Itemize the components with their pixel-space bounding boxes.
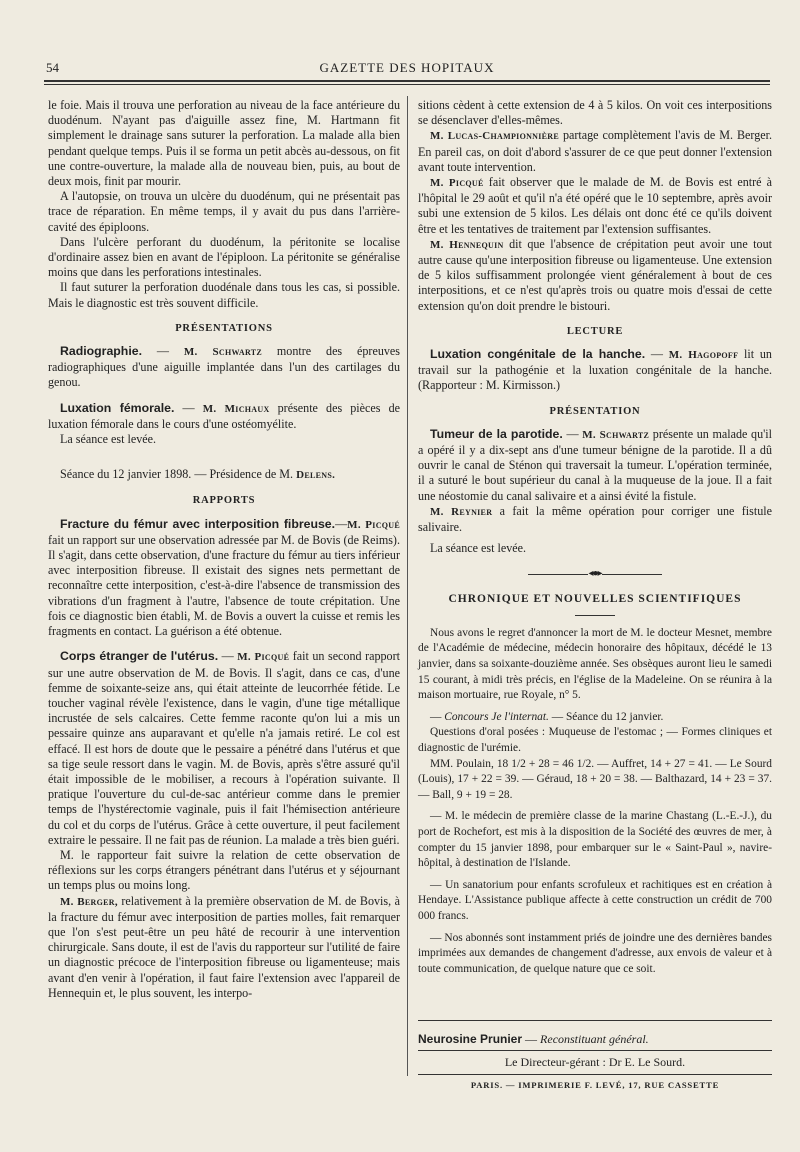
paragraph-picque (418, 175, 772, 237)
chronique-block (418, 626, 772, 977)
paragraph: Dans l'ulcère perforant du duodénum, la péritonite se localise d'ordinaire assez bien en avant de l'épiploon. La péritonite se généralise moins que dans les perforations intestinales. (48, 234, 400, 280)
page-number: 54 (46, 60, 59, 75)
paragraph-luxation-femorale: Luxation fémorale. — M. Michaux présente des pièces de luxation fémorale dans le cours d'une ostéomyélite. (48, 400, 401, 431)
lead-title: Fracture du fémur avec interposition fibreuse. (60, 516, 336, 531)
paragraph: Il faut suturer la perforation duodénale dans tous les cas, si possible. Mais le diagnostic est très souvent difficile. (48, 280, 400, 310)
paragraph: Nous avons le regret d'annoncer la mort de M. le docteur Mesnet, membre de l'Académie de médecine, médecin honoraire des hôpitaux, décédé le 13 janvier, dans sa soixante-douzième année. Ses obsèques auront lieu le samedi 15 courant, à midi très précis, en l'église de la Madeleine. On se réunira à la maison mortuaire, rue Royale, n° 5. (418, 626, 772, 702)
seance-date: Séance du 12 janvier 1898. — Présidence de M. (60, 467, 297, 482)
speaker-name: M. Hagopoff (668, 349, 739, 362)
paragraph: sitions cèdent à cette extension de 4 à 5 kilos. On voit ces interpositions se désenclaver d'elles-mêmes. (418, 98, 772, 128)
page-title: GAZETTE DES HOPITAUX (319, 60, 495, 75)
paragraph-fracture-femur: Fracture du fémur avec interposition fibreuse.—M. Picqué fait un rapport sur une observation adressée par M. de Bovis (de Reims). Il s'agit, dans cette observation, d'une fracture du fémur au tiers inférieur avec interposition fibreuse. Il existait des signes nets permettant de reconnaître cette interposition, c'est-à-dire l'absence de transmission des vibrations d'un fragment à l'autre, l'absence de toute crépitation. Une fois ce diagnostic bien établi, M. de Bovis a ouvert la cuisse et remis les fragments en contact. La guérison a été obtenue. (48, 516, 401, 639)
seance-levee: La séance est levée. (60, 432, 157, 447)
concours-title: Concours Je l'internat. (444, 710, 549, 723)
speaker-name: M. Picqué (430, 177, 484, 190)
paragraph: le foie. Mais il trouva une perforation au niveau de la face antérieure du duodénum. N'ayant pas d'aiguille assez fine, M. Hartmann fit simplement le drainage sans suturer la perforation. La malade alla bien pendant quelque temps. Puis il se forma un petit abcès au-dessous, on fit une contre-ouverture, la malade alla de nouveau bien, puis, au bout de deux mois, finit par mourir. (48, 98, 400, 189)
paragraph: A l'autopsie, on trouva un ulcère du duodénum, qui ne présentait pas trace de réparation. En même temps, il y avait du pus dans l'arrière-cavité des épiploons. (48, 189, 400, 234)
speaker-name: M. Hennequin (430, 238, 504, 251)
paragraph-tumeur-parotide: Tumeur de la parotide. — M. Schwartz présente un malade qu'il a opéré il y a dix-sept ans d'une tumeur bénigne de la parotide. Il a dû ouvrir le canal de Sténon qui traversait la tumeur. L'opération terminée, il a suturé le bout supérieur du canal à la muqueuse de la joue. Il a fait une néostomie du canal salivaire et a ainsi évité la fistule. (418, 426, 773, 503)
paragraph: — Nos abonnés sont instamment priés de joindre une des dernières bandes imprimées aux demandes de changement d'adresse, aux envois de valeur et à toute communication, de quelque nature que ce soit. (418, 931, 772, 975)
speaker-name: M. Reynier (430, 505, 493, 518)
speaker-name: M. Schwartz (183, 346, 263, 359)
paragraph-text: lit un travail sur la pathogénie et la luxation congénitale de la hanche. (Rapporteur : M. Kirmisson.) (418, 347, 772, 393)
paragraph: — Un sanatorium pour enfants scrofuleux et rachitiques est en création à Hendaye. L'Assistance publique affecte à cette construction un crédit de 700 000 francs. (418, 878, 772, 922)
speaker-name: M. Picqué (347, 518, 401, 531)
lead-title: Corps étranger de l'utérus. (60, 649, 219, 664)
paragraph-berger (48, 894, 400, 1001)
speaker-name: M. Berger, (60, 895, 118, 908)
paragraph-corps-etranger: Corps étranger de l'utérus. — M. Picqué fait un second rapport sur une autre observation de M. de Bovis. Il s'agit, dans ce cas, d'une femme de soixante-seize ans, qui était atteinte de leucorrhée fétide. Le toucher vaginal révèle l'existence, dans le vagin, d'une tige métallique incrustée de sels calcaires. Cette femme raconte qu'on lui a mis un pessaire quinze ans auparavant et qu'elle n'a jamais retiré. Le col est effacé. Il est hors de doute que le pessaire a pénétré dans l'utérus et que sa tige seule ressort dans le vagin. M. de Bovis, après s'être assuré qu'il était impossible de le mobiliser, a recours à l'opération suivante. Il pratique l'ouverture du cul-de-sac antérieur comme dans le premier temps de l'hystérectomie vaginale, puis il fait l'hémisection antérieure du col et du corps de l'utérus. Grâce à cette ouverture, il peut facilement extraire le pessaire. Il ne fait pas de réunion. La malade a très bien guéri. (48, 649, 400, 847)
seance-levee: La séance est levée. (430, 541, 527, 556)
paragraph: M. le rapporteur fait suivre la relation de cette observation de réflexions sur les corps étrangers pénétrant dans l'utérus et y séjournant un temps plus ou moins long. (48, 847, 400, 893)
paragraph-text: fait un rapport sur une observation adressée par M. de Bovis (de Reims). Il s'agit, dans cette observation, d'une fracture du fémur au tiers inférieur avec interposition fibreuse. Il existait des signes nets permettant de reconnaître cette interposition, c'est-à-dire l'absence de transmission des vibrations d'un fragment à l'autre, l'absence de toute crépitation. Une fois ce diagnostic bien établi, M. de Bovis a ouvert la cuisse et remis les fragments en contact. La guérison a été obtenue. (48, 532, 400, 639)
paragraph-text: a fait la même opération pour corriger une fistule salivaire. (418, 503, 772, 535)
footer-rule (418, 1020, 772, 1021)
paragraph-reynier (418, 504, 772, 535)
section-rule (575, 615, 615, 616)
section-heading-presentations: PRÉSENTATIONS (175, 322, 273, 334)
lead-title: Luxation fémorale. (60, 400, 175, 415)
right-column (418, 98, 772, 977)
paragraph-text: dit que l'absence de crépitation peut avoir une tout autre cause qu'une interposition fibreuse ou ligamenteuse. Une extension de 5 kilos suffisamment prolongée vient généralement à bout de ces interpositions, et ce n'est qu'après trois ou quatre mois d'essai de cette extension qu'on doit prendre le bistouri. (418, 236, 772, 313)
header-rule-thin (44, 84, 770, 85)
ad-description: Reconstituant général. (540, 1032, 649, 1046)
speaker-name: M. Lucas-Championnière (430, 130, 560, 143)
section-heading-presentation: PRÉSENTATION (549, 405, 641, 417)
paragraph-text: fait observer que le malade de M. de Bovis est entré à l'hôpital le 29 août et qu'il n'a été opéré que le 10 septembre, après avoir subi une extension de 5 kilos. Les délais ont donc été ce qu'ils doivent être et les tentatives de traitement par l'extension suffisantes. (418, 175, 772, 236)
paragraph-hennequin (418, 237, 772, 314)
lead-title: Radiographie. (60, 344, 142, 359)
page-header (44, 58, 770, 78)
president-name: Delens. (296, 469, 336, 482)
printer-line: PARIS. — IMPRIMERIE F. LEVÉ, 17, RUE CASSETTE (470, 1080, 720, 1090)
lead-title: Luxation congénitale de la hanche. (430, 347, 646, 362)
section-heading-rapports: RAPPORTS (192, 495, 256, 507)
paragraph-luxation-hanche: Luxation congénitale de la hanche. — M. Hagopoff lit un travail sur la pathogénie et la luxation congénitale de la hanche. (Rapporteur : M. Kirmisson.) (418, 347, 772, 393)
paragraph-lucas (418, 128, 772, 175)
speaker-name: M. Michaux (202, 402, 270, 415)
paragraph-text: relativement à la première observation de M. de Bovis, à la fracture du fémur avec interposition de parties molles, fait remarquer que l'on s'est peut-être un peu hâté de recourir à une intervention chirurgicale. Sans doute, il est de l'avis du rapporteur sur l'utilité de faire un diagnostic précoce de l'interposition fibreuse ou ligamenteuse; mais avant d'en venir à l'opération, il faut faire l'extension avec l'appareil de Hennequin et, le plus souvent, les interpo- (48, 893, 400, 1000)
paragraph-text: montre des épreuves radiographiques d'une aiguille implantée dans l'un des cartilages du genou. (48, 344, 400, 390)
paragraph-text: partage complètement l'avis de M. Berger. En pareil cas, on doit d'abord s'assurer de ce que peut donner l'extension avant toute intervention. (418, 128, 772, 174)
ornament-divider: ◂●▸ (418, 566, 772, 581)
paragraph-text: présente des pièces de luxation fémorale dans le cours d'une ostéomyélite. (48, 400, 401, 431)
ad-product: Neurosine Prunier (418, 1032, 523, 1046)
header-rule (44, 80, 770, 82)
footer-rule (418, 1050, 772, 1051)
column-divider (407, 96, 408, 1076)
advertisement-neurosine: Neurosine Prunier — Reconstituant général. (418, 1032, 649, 1046)
seance-date-line (48, 467, 400, 483)
speaker-name: M. Schwartz (582, 428, 650, 441)
paragraph-results: MM. Poulain, 18 1/2 + 28 = 46 1/2. — Auffret, 14 + 27 = 41. — Le Sourd (Louis), 17 + 22 = 39. — Géraud, 18 + 20 = 38. — Balthazard, 14 + 23 = 37. — Ball, 9 + 19 = 28. (418, 757, 772, 801)
paragraph: Questions d'oral posées : Muqueuse de l'estomac ; — Formes cliniques et diagnostic de l'urémie. (418, 726, 772, 755)
paragraph-text: présente un malade qu'il a opéré il y a dix-sept ans d'une tumeur bénigne de la parotide. Il a dû ouvrir le canal de Sténon qui traversait la tumeur. L'opération terminée, il a suturé le bout supérieur du canal à la muqueuse de la joue. Il a fait une néostomie du canal salivaire et a ainsi évité la fistule. (418, 426, 773, 503)
paragraph-concours: — Concours Je l'internat. — Séance du 12 janvier. (430, 710, 664, 723)
left-column (48, 98, 400, 1001)
paragraph-radiographie: Radiographie. — M. Schwartz montre des épreuves radiographiques d'une aiguille implantée dans l'un des cartilages du genou. (48, 344, 400, 390)
directeur-gerant: Le Directeur-gérant : Dr E. Le Sourd. (504, 1055, 686, 1069)
speaker-name: M. Picqué (237, 651, 290, 664)
footer-rule (418, 1074, 772, 1075)
paragraph: — M. le médecin de première classe de la marine Chastang (L.-E.-J.), du port de Rochefort, est mis à la disposition de la Société des œuvres de mer, à compter du 15 janvier 1898, pour embarquer sur le « Saint-Paul », navire-hôpital, à destination de l'Islande. (418, 810, 772, 870)
section-heading-lecture: LECTURE (566, 325, 624, 337)
lead-title: Tumeur de la parotide. (430, 426, 563, 441)
section-heading-chronique: CHRONIQUE ET NOUVELLES SCIENTIFIQUES (448, 592, 742, 605)
paragraph-text: fait un second rapport sur une autre observation de M. de Bovis. Il s'agit, dans ce cas, d'une femme de soixante-seize ans, qui était atteinte de leucorrhée fétide. Le toucher vaginal révèle l'existence, dans le vagin, d'une tige métallique incrustée de sels calcaires. Cette femme raconte qu'on lui a mis un pessaire quinze ans auparavant et qu'elle n'a jamais retiré. Le col est effacé. Il est hors de doute que le pessaire a pénétré dans l'utérus et que sa tige seule ressort dans le vagin. M. de Bovis, après s'être assuré qu'il était impossible de le mobiliser, a recours à l'opération suivante. Il pratique l'ouverture du cul-de-sac antérieur comme dans le premier temps de l'hystérectomie vaginale, puis il fait l'hémisection antérieure du col et du corps de l'utérus. Grâce à cette ouverture, il peut facilement extraire le pessaire. Il ne fait pas de réunion. La malade a très bien guéri. (48, 649, 400, 847)
